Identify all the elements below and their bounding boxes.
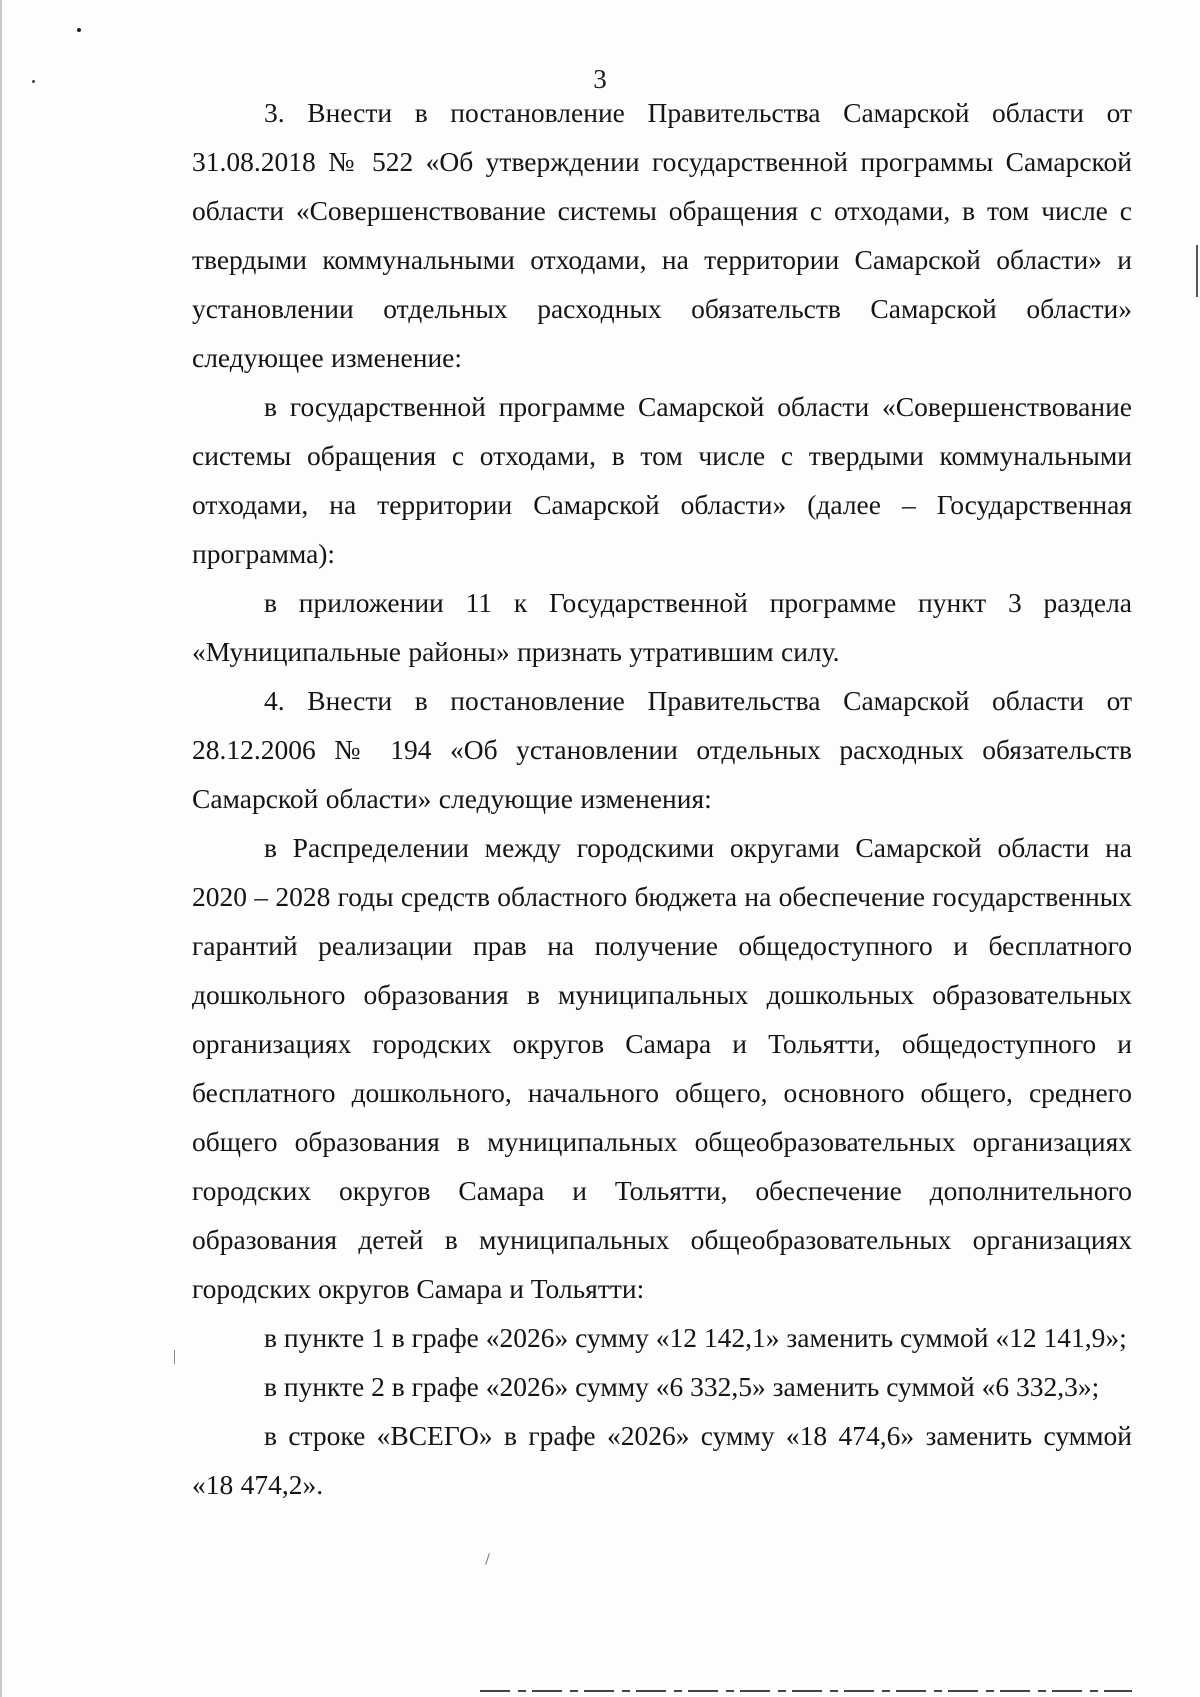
scan-speck [174,1350,175,1364]
paragraph-item-4: 4. Внести в постановление Правительства Самарской области от 28.12.2006 № 194 «Об установлении отдельных расходных обязательств Самарской области» следующие изменения: [192,685,1132,814]
document-body [192,88,1132,1509]
scan-speck [485,1553,490,1565]
scan-speck [77,28,81,32]
page-number: 3 [593,64,607,94]
paragraph-point-2: в пункте 2 в графе «2026» сумму «6 332,5» заменить суммой «6 332,3»; [264,1371,1100,1402]
paragraph-point-1: в пункте 1 в графе «2026» сумму «12 142,1» заменить суммой «12 141,9»; [264,1322,1127,1353]
paragraph-state-program: в государственной программе Самарской области «Совершенствование системы обращения с отходами, в том числе с твердыми коммунальными отходами, на территории Самарской области» (далее – Государственная программа): [192,391,1132,569]
scan-bottom-line [480,1690,1132,1692]
paragraph-total-row: в строке «ВСЕГО» в графе «2026» сумму «18 474,6» заменить суммой «18 474,2». [192,1420,1132,1500]
scan-left-edge [0,0,2,1697]
paragraph-distribution: в Распределении между городскими округами Самарской области на 2020 – 2028 годы средств областного бюджета на обеспечение государственных гарантий реализации прав на получение общедоступного и бесплатного дошкольного образования в муниципальных дошкольных образовательных организациях городских округов Самара и Тольятти, общедоступного и бесплатного дошкольного, начального общего, основного общего, среднего общего образования в муниципальных общеобразовательных организациях городских округов Самара и Тольятти, обеспечение дополнительного образования детей в муниципальных общеобразовательных организациях городских округов Самара и Тольятти: [192,832,1132,1304]
paragraph-appendix-11: в приложении 11 к Государственной программе пункт 3 раздела «Муниципальные районы» признать утратившим силу. [192,587,1132,667]
scan-margin-mark [1196,245,1198,297]
paragraph-item-3: 3. Внести в постановление Правительства Самарской области от 31.08.2018 № 522 «Об утверждении государственной программы Самарской области «Совершенствование системы обращения с отходами, в том числе с твердыми коммунальными отходами, на территории Самарской области» и установлении отдельных расходных обязательств Самарской области» следующее изменение: [192,97,1132,373]
